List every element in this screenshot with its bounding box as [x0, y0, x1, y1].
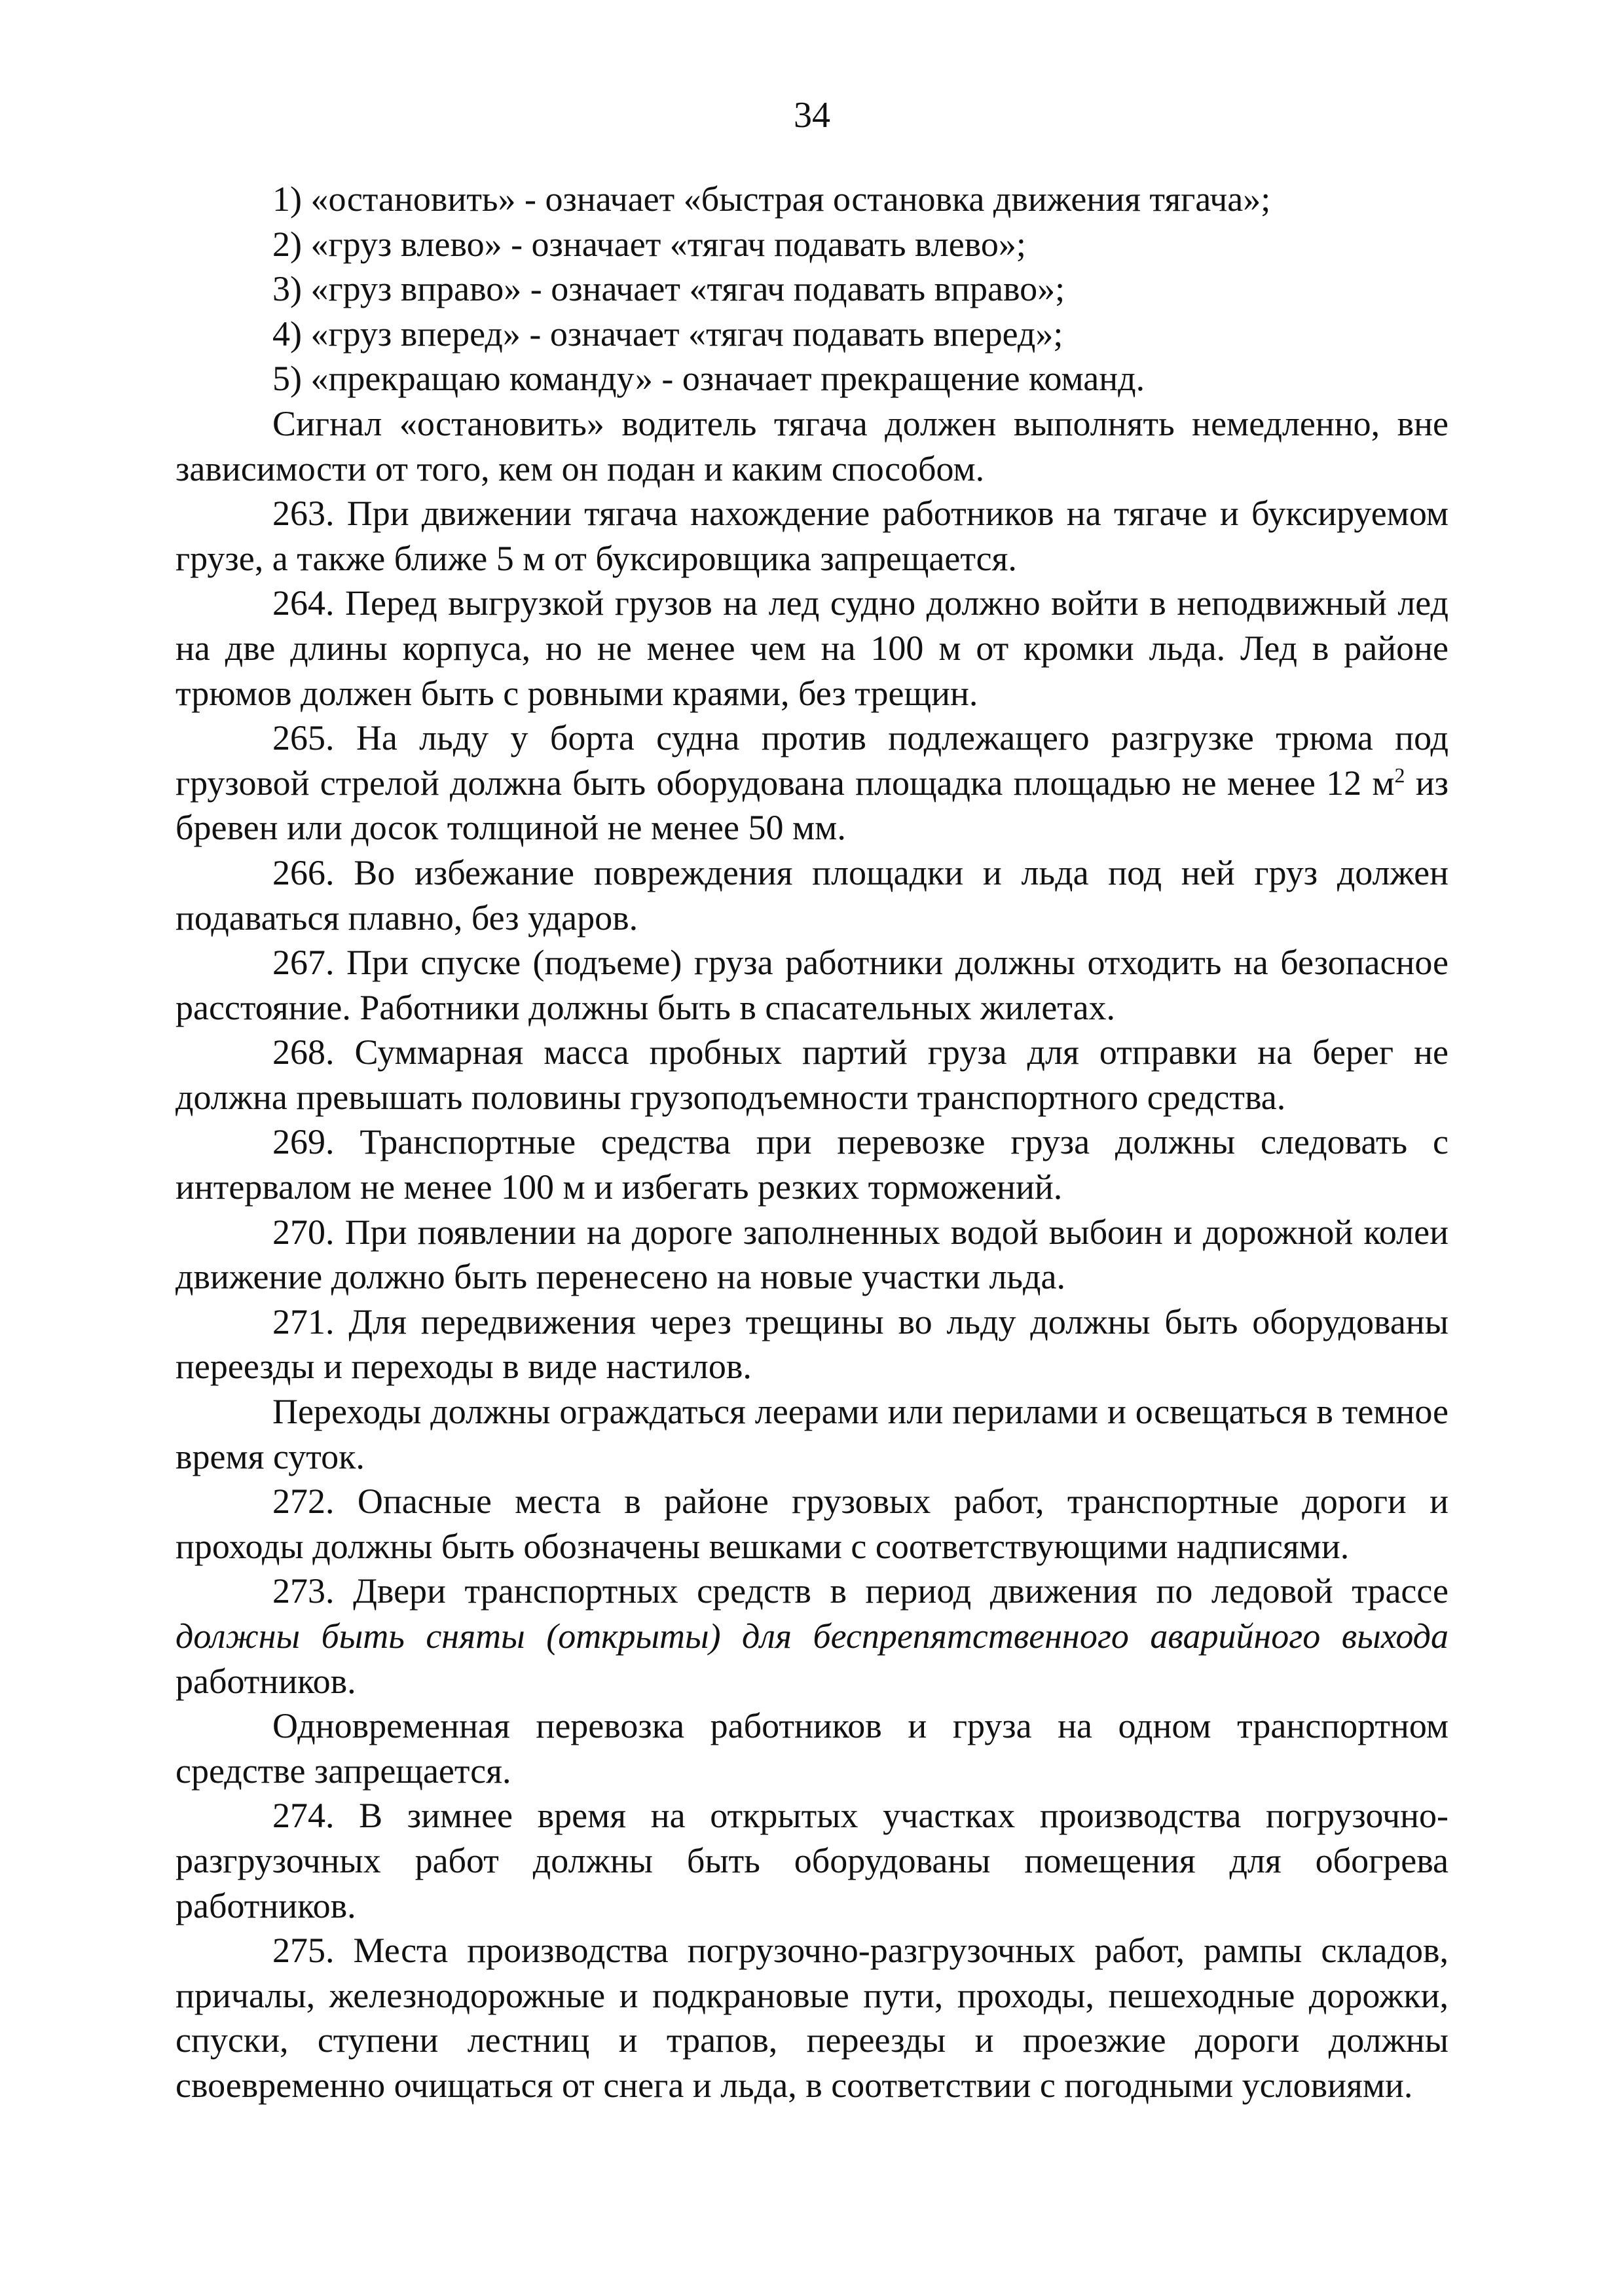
paragraph-270: 270. При появлении на дороге заполненных водой выбоин и дорожной колеи движение должно быть перенесено на новые участки льда. — [175, 1212, 1449, 1297]
paragraph-265-text-a: 265. На льду у борта судна против подлежащего разгрузке трюма под грузовой стрелой должна быть оборудована площадка площадью не менее 12 м — [175, 718, 1449, 803]
paragraph-265-text-b: из бревен или досок толщиной не менее 50 мм. — [175, 763, 1449, 848]
paragraph-275: 275. Места производства погрузочно-разгрузочных работ, рампы складов, причалы, железнодорожные и подкрановые пути, проходы, пешеходные дорожки, спуски, ступени лестниц и трапов, переезды и проезжие дороги должны своевременно очищаться от снега и льда, в соответствии с погодными условиями. — [175, 1931, 1449, 2105]
list-item-4: 4) «груз вперед» - означает «тягач подавать вперед»; — [272, 314, 1063, 354]
paragraph-265 — [175, 716, 1449, 850]
paragraph-signal: Сигнал «остановить» водитель тягача должен выполнять немедленно, вне зависимости от того, кем он подан и каким способом. — [175, 403, 1449, 488]
paragraph-264: 264. Перед выгрузкой грузов на лед судно должно войти в неподвижный лед на две длины корпуса, но не менее чем на 100 м от кромки льда. Лед в районе трюмов должен быть с ровными краями, без трещин. — [175, 583, 1449, 713]
paragraph-273-text-a: 273. Двери транспортных средств в период движения по ледовой трассе — [272, 1571, 1449, 1611]
paragraph-273 — [175, 1569, 1449, 1704]
document-body — [175, 177, 1449, 2108]
paragraph-271-continuation: Переходы должны ограждаться леерами или перилами и освещаться в темное время суток. — [175, 1392, 1449, 1476]
paragraph-273-italic-text: должны быть сняты (открыты) для беспрепятственного аварийного выхода — [175, 1616, 1449, 1656]
paragraph-266: 266. Во избежание повреждения площадки и льда под ней груз должен подаваться плавно, без ударов. — [175, 852, 1449, 938]
paragraph-272: 272. Опасные места в районе грузовых работ, транспортные дороги и проходы должны быть обозначены вешками с соответствующими надписями. — [175, 1482, 1449, 1566]
list-item-2: 2) «груз влево» - означает «тягач подавать влево»; — [272, 224, 1026, 264]
paragraph-263: 263. При движении тягача нахождение работников на тягаче и буксируемом грузе, а также ближе 5 м от буксировщика запрещается. — [175, 494, 1449, 578]
list-item-1: 1) «остановить» - означает «быстрая остановка движения тягача»; — [272, 179, 1271, 219]
superscript-square: 2 — [1394, 763, 1405, 787]
page-number: 34 — [794, 95, 830, 136]
paragraph-267: 267. При спуске (подъеме) груза работники должны отходить на безопасное расстояние. Работники должны быть в спасательных жилетах. — [175, 943, 1449, 1027]
paragraph-268: 268. Суммарная масса пробных партий груза для отправки на берег не должна превышать половины грузоподъемности транспортного средства. — [175, 1032, 1449, 1117]
paragraph-273-text-b: работников. — [175, 1661, 356, 1701]
paragraph-273-continuation: Одновременная перевозка работников и груза на одном транспортном средстве запрещается. — [175, 1706, 1449, 1791]
list-item-3: 3) «груз вправо» - означает «тягач подавать вправо»; — [272, 269, 1065, 309]
paragraph-274: 274. В зимнее время на открытых участках производства погрузочно-разгрузочных работ должны быть оборудованы помещения для обогрева работников. — [175, 1796, 1449, 1925]
list-item-5: 5) «прекращаю команду» - означает прекращение команд. — [272, 359, 1145, 399]
paragraph-269: 269. Транспортные средства при перевозке груза должны следовать с интервалом не менее 100 м и избегать резких торможений. — [175, 1122, 1449, 1207]
paragraph-271: 271. Для передвижения через трещины во льду должны быть оборудованы переезды и переходы в виде настилов. — [175, 1302, 1449, 1387]
